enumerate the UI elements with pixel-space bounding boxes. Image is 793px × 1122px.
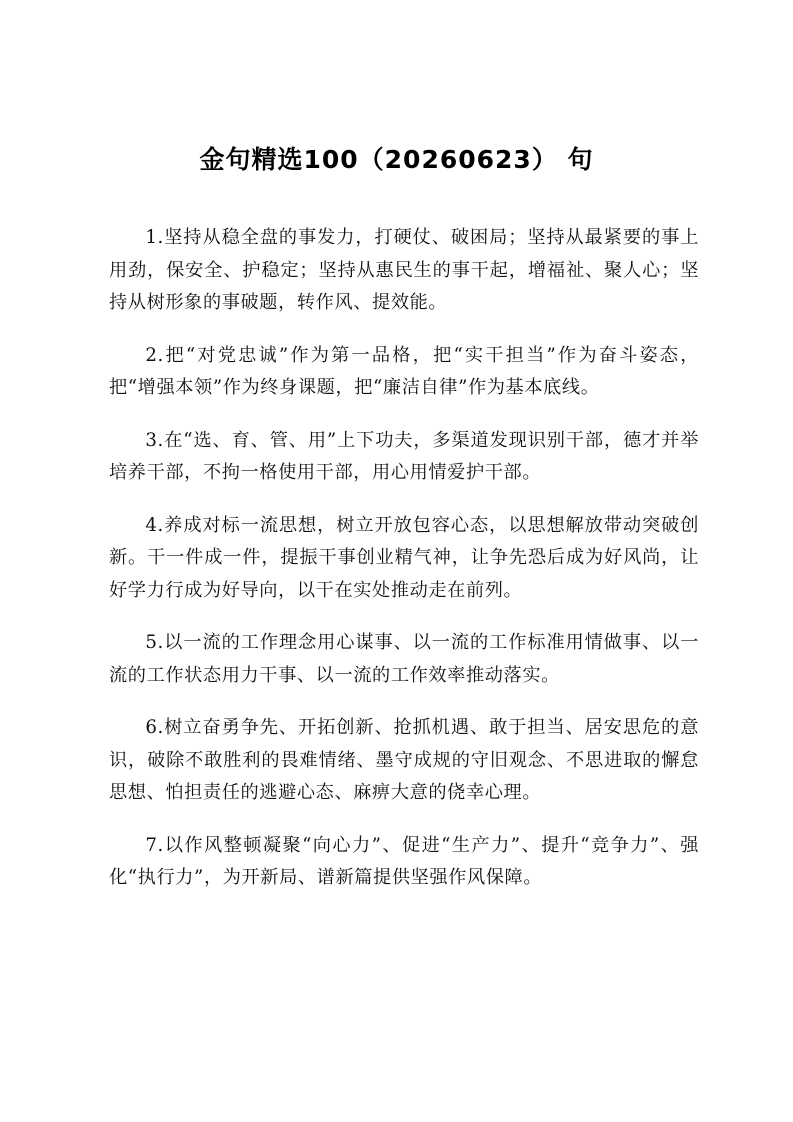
- paragraph-5: [109, 627, 699, 692]
- paragraph-text: 养成对标一流思想，树立开放包容心态，以思想解放带动突破创新。干一件成一件，提振干事创业精气神，让争先恐后成为好风尚，让好学力行成为好导向，以干在实处推动走在前列。: [109, 514, 699, 601]
- paragraph-number: 4.: [145, 514, 164, 536]
- paragraph-text: 树立奋勇争先、开拓创新、抢抓机遇、敢于担当、居安思危的意识，破除不敢胜利的畏难情绪、墨守成规的守旧观念、不思进取的懈怠思想、怕担责任的逃避心态、麻痹大意的侥幸心理。: [109, 717, 699, 803]
- paragraph-number: 6.: [145, 717, 164, 738]
- paragraph-3: [109, 425, 699, 490]
- document-title: 金句精选100（20260623） 句: [199, 145, 594, 174]
- paragraph-4: [109, 510, 699, 608]
- paragraph-text: 在“选、育、管、用”上下功夫，多渠道发现识别干部，德才并举培养干部，不拘一格使用干部，用心用情爱护干部。: [109, 429, 699, 483]
- paragraph-2: [109, 340, 699, 405]
- paragraph-7: [109, 830, 699, 895]
- paragraph-6: [109, 712, 699, 810]
- paragraph-number: 1.: [145, 227, 164, 248]
- paragraph-number: 7.: [145, 834, 164, 856]
- paragraph-text: 以一流的工作理念用心谋事、以一流的工作标准用情做事、以一流的工作状态用力干事、以一流的工作效率推动落实。: [109, 632, 699, 686]
- paragraph-text: 以作风整顿凝聚“向心力”、促进“生产力”、提升“竞争力”、强化“执行力”，为开新局、谱新篇提供坚强作风保障。: [109, 834, 699, 888]
- paragraph-text: 坚持从稳全盘的事发力，打硬仗、破困局；坚持从最紧要的事上用劲，保安全、护稳定；坚持从惠民生的事干起，增福祉、聚人心；坚持从树形象的事破题，转作风、提效能。: [109, 227, 699, 313]
- paragraph-number: 3.: [145, 429, 164, 451]
- paragraph-1: [109, 222, 699, 320]
- paragraph-text: 把“对党忠诚”作为第一品格，把“实干担当”作为奋斗姿态，把“增强本领”作为终身课题，把“廉洁自律”作为基本底线。: [109, 344, 699, 398]
- paragraph-number: 2.: [145, 344, 164, 366]
- document-body: [109, 222, 699, 915]
- paragraph-number: 5.: [145, 632, 164, 653]
